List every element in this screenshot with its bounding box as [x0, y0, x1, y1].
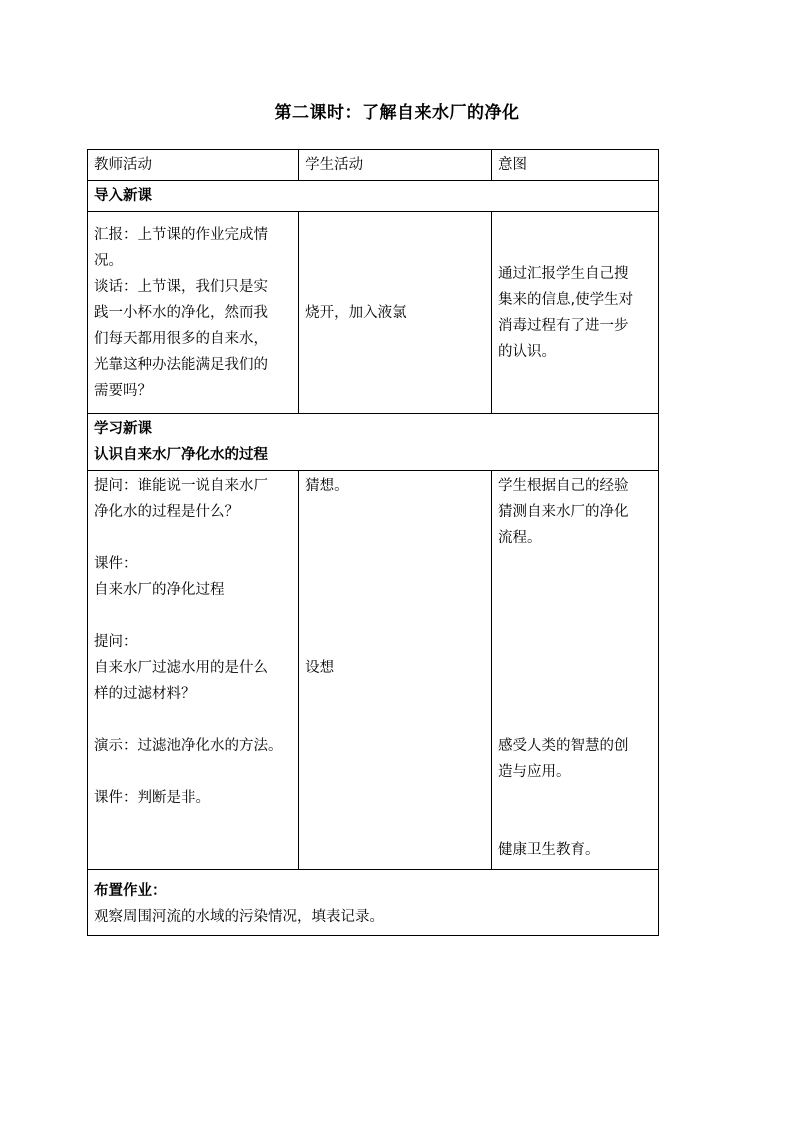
text-line: 提问：: [94, 634, 138, 650]
text-line: 自来水厂的净化过程: [94, 582, 225, 598]
text-line: 谈话：上节课，我们只是实: [94, 279, 268, 295]
text-line: 设想: [305, 660, 335, 676]
text-line: 课件：判断是非。: [94, 790, 210, 806]
text-line: 流程。: [498, 530, 542, 546]
section-label-homework: 布置作业：: [94, 883, 167, 899]
text-line: 样的过滤材料？: [94, 686, 196, 702]
intent-cell: [492, 471, 659, 870]
lesson-plan-table: [87, 149, 659, 936]
text-line: 提问：谁能说一说自来水厂: [94, 478, 268, 494]
homework-cell: [88, 870, 659, 936]
text-line: 消毒过程有了进一步: [498, 317, 629, 334]
text-line: 学生根据自己的经验: [498, 478, 629, 494]
text-line: 造与应用。: [498, 764, 571, 780]
text-line: 自来水厂过滤水用的是什么: [94, 660, 268, 676]
text-line: 课件：: [94, 556, 138, 572]
text-line: 猜测自来水厂的净化: [498, 504, 629, 520]
section-row-intro: [88, 181, 659, 212]
header-intent: 意图: [492, 150, 659, 181]
page-title: 第二课时：了解自来水厂的净化: [274, 103, 520, 123]
table-row: [88, 212, 659, 414]
text-line: 健康卫生教育。: [498, 842, 600, 858]
section-label-new-lesson: [88, 414, 659, 471]
section-label-line: 学习新课: [94, 421, 152, 437]
header-student-activity: 学生活动: [299, 150, 492, 181]
text-line: 感受人类的智慧的创: [498, 738, 629, 754]
table-header-row: [88, 150, 659, 181]
text-line: 演示：过滤池净化水的方法。: [94, 738, 283, 754]
text-line: 集来的信息,使学生对: [498, 291, 634, 308]
section-label-intro: 导入新课: [88, 181, 659, 212]
text-line: 需要吗？: [94, 383, 152, 399]
student-activity-cell: 烧开，加入液氯: [299, 212, 492, 414]
text-line: 汇报：上节课的作业完成情: [94, 227, 268, 243]
text-line: 通过汇报学生自己搜: [498, 265, 629, 282]
header-teacher-activity: 教师活动: [88, 150, 299, 181]
text-line: 况。: [94, 253, 123, 269]
student-activity-cell: [299, 471, 492, 870]
text-line: 们每天都用很多的自来水，: [94, 331, 268, 347]
teacher-activity-cell: [88, 471, 299, 870]
homework-text: 观察周围河流的水域的污染情况，填表记录。: [94, 909, 384, 925]
section-label-line: 认识自来水厂净化水的过程: [94, 447, 268, 463]
text-line: 践一小杯水的净化，然而我: [94, 305, 268, 321]
section-row-new-lesson: [88, 414, 659, 471]
teacher-activity-cell: [88, 212, 299, 414]
text-line: 净化水的过程是什么？: [94, 504, 239, 520]
text-line: 猜想。: [305, 478, 349, 494]
intent-cell: [492, 212, 659, 414]
text-line: 的认识。: [498, 343, 556, 360]
text-line: 光靠这种办法能满足我们的: [94, 357, 268, 373]
table-row: [88, 471, 659, 870]
section-row-homework: [88, 870, 659, 936]
